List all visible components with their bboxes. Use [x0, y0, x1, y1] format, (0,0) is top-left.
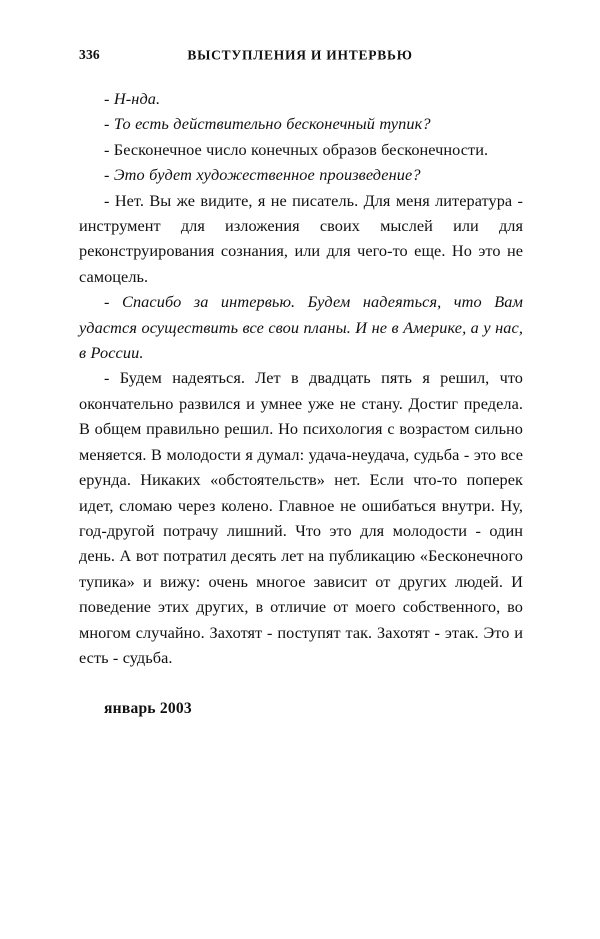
dialogue-line-answer: - Бесконечное число конечных образов бесконечности. [104, 139, 489, 159]
dialogue-line-question: - Это будет художественное произведение? [104, 165, 421, 185]
running-header [79, 44, 521, 66]
running-head-title: ВЫСТУПЛЕНИЯ И ИНТЕРВЬЮ [187, 47, 413, 63]
body-text-block [79, 86, 523, 722]
page-number: 336 [79, 47, 100, 62]
dialogue-line-question: - Н-нда. [104, 89, 161, 108]
dialogue-line-answer: - Нет. Вы же видите, я не писатель. Для меня литература - инструмент для изложения своих мыслей или для реконструирования сознания, или для чего-то еще. Но это не самоцель. [79, 190, 523, 286]
dialogue-line-question: - Спасибо за интервью. Будем надеяться, что Вам удастся осуществить все свои планы. И не в Америке, а у нас, в России. [79, 292, 523, 363]
dialogue-line-answer: - Будем надеяться. Лет в двадцать пять я решил, что окончательно развился и умнее уже не стану. Достиг предела. В общем правильно решил. Но психология с возрастом сильно меняется. В молодости я думал: удача-неудача, судьба - это все ерунда. Никаких «обстоятельств» нет. Если что-то поперек идет, сломаю через колено. Главное не ошибаться внутри. Ну, год-другой потрачу лишний. Что это для молодости - один день. А вот потратил десять лет на публикацию «Бесконечного тупика» и вижу: очень многое зависит от других людей. И поведение этих других, в отличие от моего собственного, во многом случайно. Захотят - поступят так. Захотят - этак. Это и есть - судьба. [79, 368, 523, 667]
dateline: январь 2003 [104, 700, 192, 718]
dialogue-line-question: - То есть действительно бесконечный тупик? [104, 114, 431, 134]
